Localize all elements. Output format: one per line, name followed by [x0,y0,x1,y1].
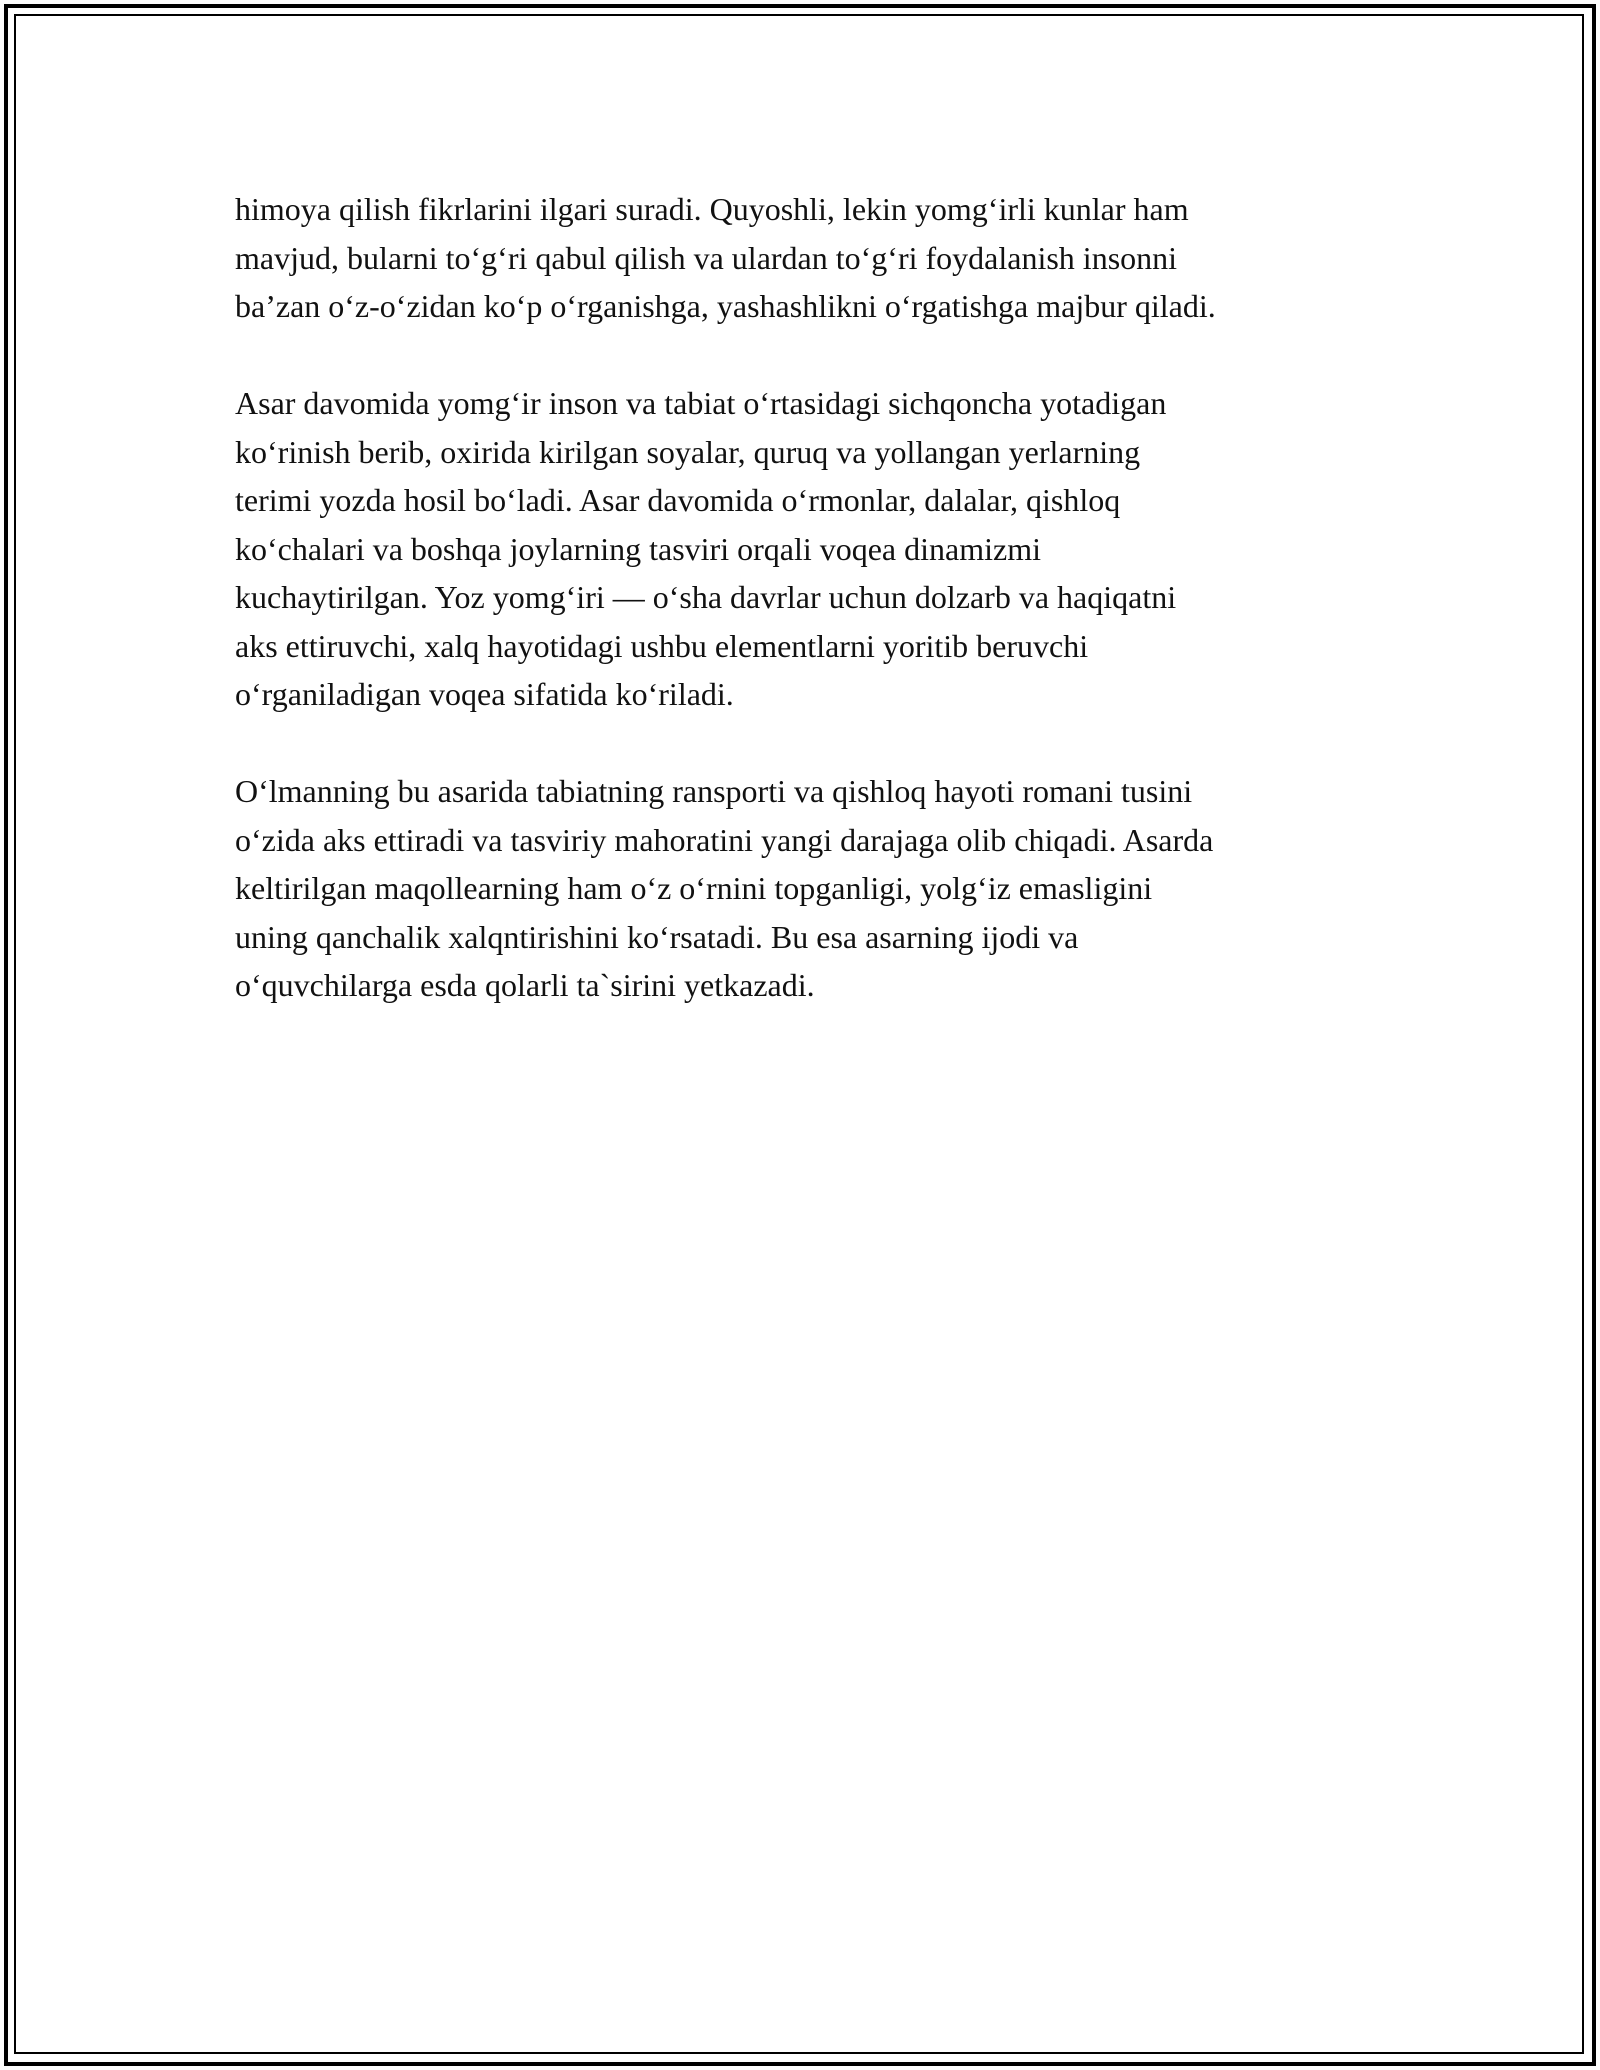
paragraph-1: himoya qilish fikrlarini ilgari suradi. Quyoshli, lekin yomg‘irli kunlar ham mavjud, bularni to‘g‘ri qabul qilish va ulardan to‘g‘ri foydalanish insonni ba’zan o‘z-o‘zidan ko‘p o‘rganishga, yashashlikni o‘rgatishga majbur qiladi. [235,191,1216,324]
paragraph-3: O‘lmanning bu asarida tabiatning ransporti va qishloq hayoti romani tusini o‘zida aks ettiradi va tasviriy mahoratini yangi darajaga olib chiqadi. Asarda keltirilgan maqollearning ham o‘z o‘rnini topganligi, yolg‘iz emasligini uning qanchalik xalqntirishini ko‘rsatadi. Bu esa asarning ijodi va o‘quvchilarga esda qolarli ta`sirini yetkazadi. [235,773,1214,1003]
paragraph-2: Asar davomida yomg‘ir inson va tabiat o‘rtasidagi sichqoncha yotadigan ko‘rinish berib, oxirida kirilgan soyalar, quruq va yollangan yerlarning terimi yozda hosil bo‘ladi. Asar davomida o‘rmonlar, dalalar, qishloq ko‘chalari va boshqa joylarning tasviri orqali voqea dinamizmi kuchaytirilgan. Yoz yomg‘iri — o‘sha davrlar uchun dolzarb va haqiqatni aks ettiruvchi, xalq hayotidagi ushbu elementlarni yoritib beruvchi o‘rganiladigan voqea sifatida ko‘riladi. [235,385,1177,712]
document-body [235,185,1380,1010]
